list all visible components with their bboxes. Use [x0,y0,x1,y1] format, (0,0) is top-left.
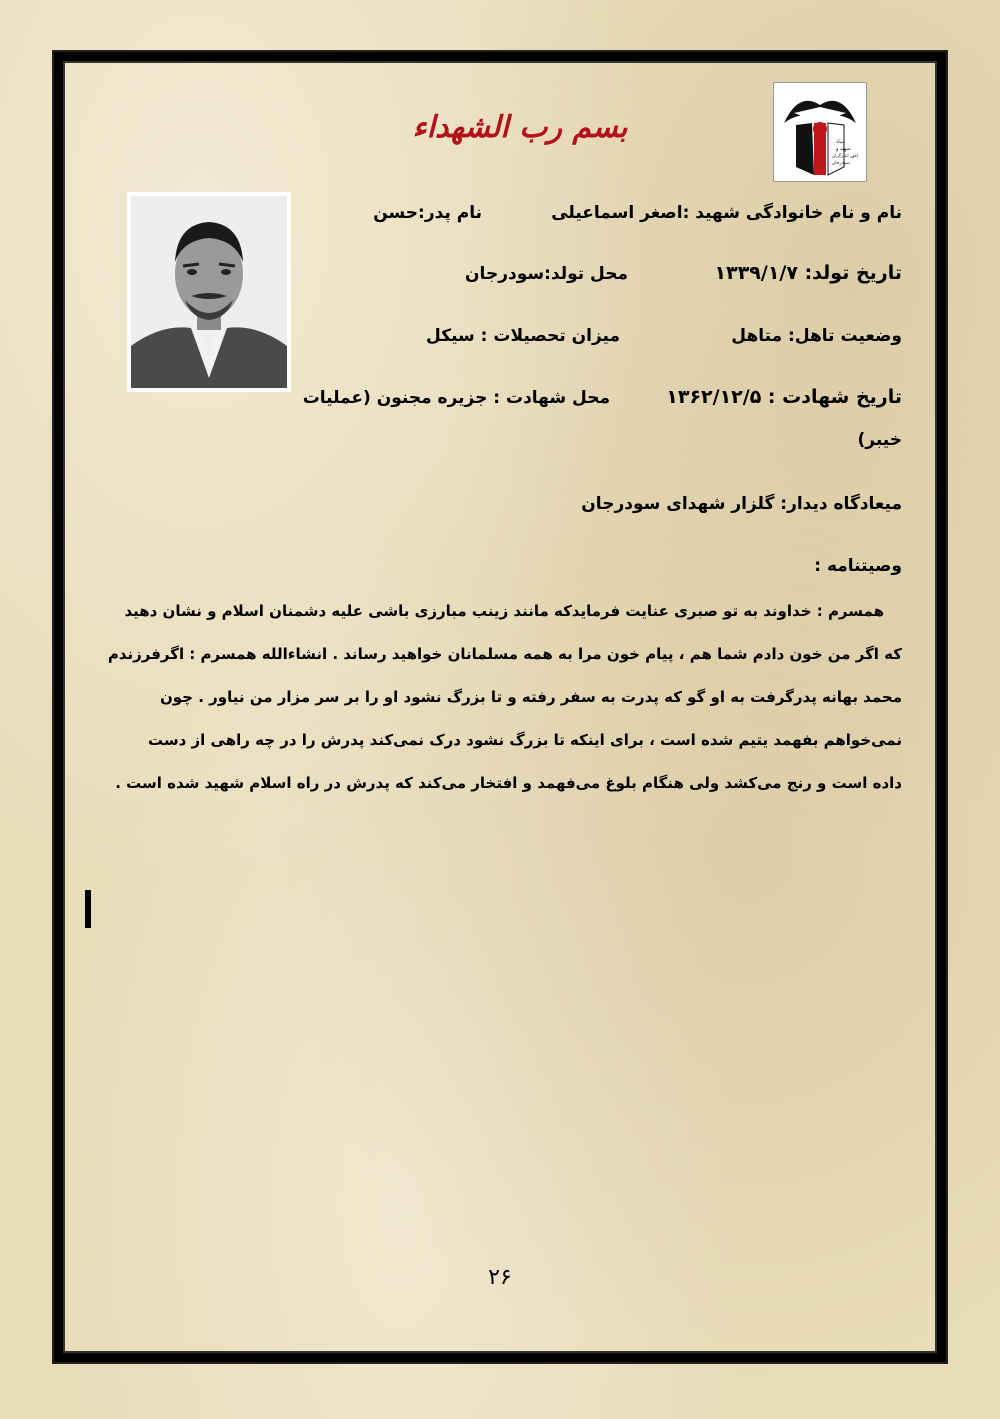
will-line: نمی‌خواهم بفهمد یتیم شده است ، برای اینکه تا بزرگ نشود درک نمی‌کند پدرش را در چه راهی از دست [148,731,902,749]
martyrdom-date-field: تاریخ شهادت : ۱۳۶۲/۱۲/۵ [666,386,902,408]
father-name-field: نام پدر:حسن [373,203,482,223]
martyr-photo [127,192,291,392]
svg-text:امور ایثارگران: امور ایثارگران [832,154,859,159]
svg-text:بنیاد: بنیاد [836,139,845,145]
will-heading: وصیتنامه : [814,556,902,576]
will-line: همسرم : خداوند به تو صبری عنایت فرمایدکه مانند زینب مبارزی باشی علیه دشمنان اسلام و نشان دهید [124,602,884,620]
education-field: میزان تحصیلات : سیکل [426,326,620,346]
name-field: نام و نام خانوادگی شهید :اصغر اسماعیلی [551,203,902,223]
birth-date-field: تاریخ تولد: ۱۳۳۹/۱/۷ [714,262,902,284]
will-line: که اگر من خون دادم شما هم ، پیام خون مرا به همه مسلمانان خواهید رساند . انشاءالله همسرم : اگرفرزندم [107,645,902,663]
foundation-logo [773,82,867,182]
page-title: بسم رب الشهداء [412,110,628,145]
martyrdom-place-field: محل شهادت : جزیره مجنون (عملیات [302,388,610,408]
will-line: داده است و رنج می‌کشد ولی هنگام بلوغ می‌فهمد و افتخار می‌کند که پدرش در راه اسلام شهید شده است . [115,774,902,792]
svg-text:شهید و: شهید و [836,146,851,152]
margin-mark [85,890,91,928]
page-number: ۲۶ [488,1265,512,1290]
will-line: محمد بهانه پدرگرفت به او گو که پدرت به سفر رفته و تا بزرگ نشود او را بر سر مزار من نیاور . چون [159,688,902,706]
martyrdom-place-continued: خیبر) [857,430,902,450]
svg-text:سودرجان: سودرجان [832,161,850,166]
will-text [96,590,902,805]
burial-place-field: میعادگاه دیدار: گلزار شهدای سودرجان [581,494,902,514]
birth-place-field: محل تولد:سودرجان [465,264,628,284]
marital-status-field: وضعیت تاهل: متاهل [731,326,902,346]
